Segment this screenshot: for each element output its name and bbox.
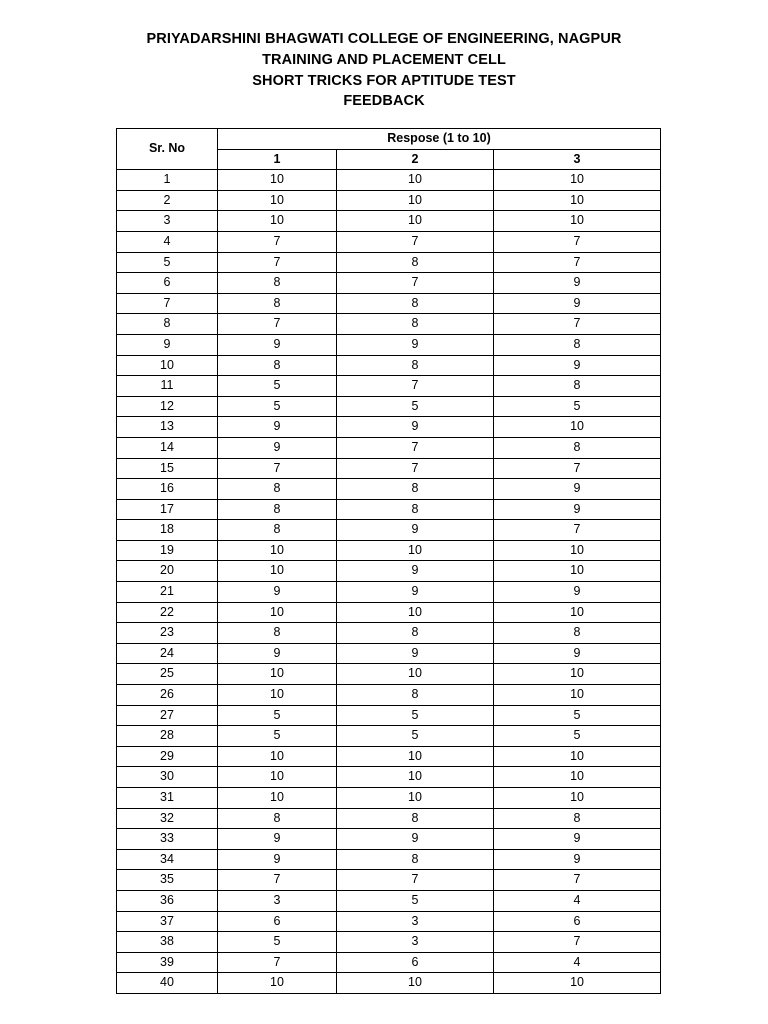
question-3-cell: 9 — [494, 293, 661, 314]
question-2-cell: 9 — [337, 561, 494, 582]
question-2-cell: 7 — [337, 458, 494, 479]
question-2-cell: 7 — [337, 273, 494, 294]
question-3-cell: 7 — [494, 231, 661, 252]
table-row — [117, 293, 661, 314]
question-1-cell: 9 — [218, 582, 337, 603]
sr-no-cell: 1 — [117, 170, 218, 191]
table-row — [117, 643, 661, 664]
table-row — [117, 767, 661, 788]
question-1-cell: 8 — [218, 499, 337, 520]
document-header — [0, 29, 768, 112]
question-3-cell: 9 — [494, 582, 661, 603]
question-3-cell: 5 — [494, 396, 661, 417]
question-3-cell: 10 — [494, 170, 661, 191]
question-1-cell: 5 — [218, 726, 337, 747]
question-1-cell: 9 — [218, 829, 337, 850]
question-1-cell: 6 — [218, 911, 337, 932]
question-3-cell: 7 — [494, 870, 661, 891]
question-3-cell: 8 — [494, 437, 661, 458]
table-row — [117, 911, 661, 932]
table-body — [117, 170, 661, 994]
sr-no-cell: 25 — [117, 664, 218, 685]
sr-no-cell: 28 — [117, 726, 218, 747]
response-header: Respose (1 to 10) — [218, 129, 661, 150]
question-1-cell: 5 — [218, 376, 337, 397]
question-3-cell: 9 — [494, 273, 661, 294]
table-row — [117, 376, 661, 397]
table-row — [117, 952, 661, 973]
sr-no-cell: 2 — [117, 190, 218, 211]
table-row — [117, 499, 661, 520]
question-1-cell: 9 — [218, 334, 337, 355]
question-3-header: 3 — [494, 149, 661, 170]
question-2-header: 2 — [337, 149, 494, 170]
question-1-header: 1 — [218, 149, 337, 170]
question-1-cell: 7 — [218, 458, 337, 479]
table-row — [117, 870, 661, 891]
table-header-row — [117, 129, 661, 150]
table-row — [117, 334, 661, 355]
table-row — [117, 479, 661, 500]
question-2-cell: 9 — [337, 334, 494, 355]
question-1-cell: 10 — [218, 788, 337, 809]
question-1-cell: 5 — [218, 705, 337, 726]
sr-no-cell: 35 — [117, 870, 218, 891]
question-3-cell: 10 — [494, 973, 661, 994]
question-3-cell: 7 — [494, 314, 661, 335]
question-1-cell: 10 — [218, 767, 337, 788]
question-2-cell: 9 — [337, 643, 494, 664]
sr-no-cell: 15 — [117, 458, 218, 479]
table-row — [117, 252, 661, 273]
table-row — [117, 170, 661, 191]
question-2-cell: 9 — [337, 520, 494, 541]
question-1-cell: 10 — [218, 211, 337, 232]
table-row — [117, 520, 661, 541]
sr-no-cell: 23 — [117, 623, 218, 644]
question-1-cell: 8 — [218, 808, 337, 829]
question-1-cell: 5 — [218, 396, 337, 417]
sr-no-cell: 33 — [117, 829, 218, 850]
question-3-cell: 10 — [494, 664, 661, 685]
question-3-cell: 10 — [494, 746, 661, 767]
table-row — [117, 746, 661, 767]
question-2-cell: 8 — [337, 314, 494, 335]
table-row — [117, 314, 661, 335]
question-1-cell: 7 — [218, 314, 337, 335]
question-1-cell: 9 — [218, 417, 337, 438]
table-row — [117, 705, 661, 726]
sr-no-cell: 6 — [117, 273, 218, 294]
question-1-cell: 9 — [218, 849, 337, 870]
table-row — [117, 561, 661, 582]
question-2-cell: 10 — [337, 540, 494, 561]
sr-no-cell: 32 — [117, 808, 218, 829]
sr-no-cell: 4 — [117, 231, 218, 252]
question-3-cell: 10 — [494, 190, 661, 211]
question-3-cell: 10 — [494, 767, 661, 788]
sr-no-cell: 40 — [117, 973, 218, 994]
sr-no-cell: 36 — [117, 890, 218, 911]
question-3-cell: 9 — [494, 499, 661, 520]
question-2-cell: 3 — [337, 932, 494, 953]
sr-no-cell: 5 — [117, 252, 218, 273]
question-2-cell: 10 — [337, 602, 494, 623]
table-row — [117, 602, 661, 623]
sr-no-cell: 20 — [117, 561, 218, 582]
question-2-cell: 3 — [337, 911, 494, 932]
question-2-cell: 10 — [337, 746, 494, 767]
sr-no-cell: 9 — [117, 334, 218, 355]
question-2-cell: 5 — [337, 890, 494, 911]
question-3-cell: 10 — [494, 417, 661, 438]
question-2-cell: 10 — [337, 973, 494, 994]
table-row — [117, 973, 661, 994]
question-3-cell: 9 — [494, 479, 661, 500]
question-1-cell: 10 — [218, 685, 337, 706]
sr-no-cell: 8 — [117, 314, 218, 335]
sr-no-cell: 14 — [117, 437, 218, 458]
question-2-cell: 9 — [337, 417, 494, 438]
question-3-cell: 4 — [494, 890, 661, 911]
question-1-cell: 10 — [218, 170, 337, 191]
question-2-cell: 10 — [337, 788, 494, 809]
question-2-cell: 9 — [337, 829, 494, 850]
question-1-cell: 8 — [218, 273, 337, 294]
sr-no-cell: 37 — [117, 911, 218, 932]
question-2-cell: 8 — [337, 808, 494, 829]
question-1-cell: 3 — [218, 890, 337, 911]
table-row — [117, 417, 661, 438]
sr-no-cell: 11 — [117, 376, 218, 397]
table-row — [117, 273, 661, 294]
table-row — [117, 540, 661, 561]
sr-no-cell: 29 — [117, 746, 218, 767]
question-3-cell: 9 — [494, 849, 661, 870]
sr-no-cell: 12 — [117, 396, 218, 417]
question-2-cell: 8 — [337, 252, 494, 273]
question-3-cell: 10 — [494, 788, 661, 809]
sr-no-cell: 38 — [117, 932, 218, 953]
question-2-cell: 10 — [337, 664, 494, 685]
sr-no-cell: 21 — [117, 582, 218, 603]
question-3-cell: 10 — [494, 685, 661, 706]
question-1-cell: 10 — [218, 664, 337, 685]
question-3-cell: 10 — [494, 602, 661, 623]
sr-no-cell: 34 — [117, 849, 218, 870]
question-3-cell: 7 — [494, 520, 661, 541]
table-row — [117, 664, 661, 685]
question-2-cell: 8 — [337, 623, 494, 644]
question-1-cell: 8 — [218, 293, 337, 314]
cell-name: TRAINING AND PLACEMENT CELL — [262, 51, 506, 68]
question-3-cell: 5 — [494, 726, 661, 747]
sr-no-cell: 26 — [117, 685, 218, 706]
question-1-cell: 7 — [218, 252, 337, 273]
feedback-table — [116, 128, 661, 994]
question-1-cell: 7 — [218, 870, 337, 891]
question-3-cell: 10 — [494, 540, 661, 561]
sr-no-cell: 31 — [117, 788, 218, 809]
question-1-cell: 8 — [218, 479, 337, 500]
table-row — [117, 808, 661, 829]
question-3-cell: 8 — [494, 376, 661, 397]
question-2-cell: 7 — [337, 437, 494, 458]
question-1-cell: 8 — [218, 623, 337, 644]
table-row — [117, 623, 661, 644]
question-2-cell: 10 — [337, 767, 494, 788]
question-1-cell: 10 — [218, 190, 337, 211]
college-name: PRIYADARSHINI BHAGWATI COLLEGE OF ENGINEERING, NAGPUR — [146, 31, 622, 47]
question-2-cell: 8 — [337, 355, 494, 376]
table-row — [117, 582, 661, 603]
sr-no-cell: 22 — [117, 602, 218, 623]
question-2-cell: 8 — [337, 479, 494, 500]
table-row — [117, 932, 661, 953]
table-row — [117, 788, 661, 809]
question-2-cell: 8 — [337, 849, 494, 870]
question-3-cell: 8 — [494, 334, 661, 355]
question-2-cell: 7 — [337, 231, 494, 252]
question-3-cell: 10 — [494, 561, 661, 582]
question-1-cell: 9 — [218, 437, 337, 458]
sr-no-cell: 10 — [117, 355, 218, 376]
sr-no-cell: 3 — [117, 211, 218, 232]
question-2-cell: 5 — [337, 396, 494, 417]
question-1-cell: 8 — [218, 355, 337, 376]
question-3-cell: 6 — [494, 911, 661, 932]
table-row — [117, 211, 661, 232]
table-row — [117, 829, 661, 850]
sr-no-cell: 7 — [117, 293, 218, 314]
table-row — [117, 849, 661, 870]
question-2-cell: 9 — [337, 582, 494, 603]
question-2-cell: 10 — [337, 190, 494, 211]
question-1-cell: 9 — [218, 643, 337, 664]
table-row — [117, 685, 661, 706]
question-3-cell: 8 — [494, 808, 661, 829]
table-row — [117, 458, 661, 479]
question-3-cell: 5 — [494, 705, 661, 726]
question-1-cell: 10 — [218, 746, 337, 767]
question-1-cell: 8 — [218, 520, 337, 541]
document-type: FEEDBACK — [343, 93, 425, 110]
sr-no-cell: 27 — [117, 705, 218, 726]
question-1-cell: 5 — [218, 932, 337, 953]
question-2-cell: 8 — [337, 499, 494, 520]
question-1-cell: 10 — [218, 561, 337, 582]
table-row — [117, 396, 661, 417]
table-row — [117, 726, 661, 747]
question-2-cell: 6 — [337, 952, 494, 973]
sr-no-cell: 39 — [117, 952, 218, 973]
question-3-cell: 7 — [494, 252, 661, 273]
question-2-cell: 8 — [337, 293, 494, 314]
question-3-cell: 4 — [494, 952, 661, 973]
table-row — [117, 231, 661, 252]
question-3-cell: 9 — [494, 643, 661, 664]
sr-no-cell: 30 — [117, 767, 218, 788]
sr-no-cell: 19 — [117, 540, 218, 561]
document-topic: SHORT TRICKS FOR APTITUDE TEST — [252, 72, 516, 89]
question-2-cell: 10 — [337, 170, 494, 191]
question-3-cell: 7 — [494, 458, 661, 479]
question-1-cell: 7 — [218, 231, 337, 252]
question-3-cell: 8 — [494, 623, 661, 644]
question-2-cell: 7 — [337, 870, 494, 891]
question-2-cell: 5 — [337, 726, 494, 747]
question-2-cell: 5 — [337, 705, 494, 726]
table-row — [117, 890, 661, 911]
sr-no-cell: 18 — [117, 520, 218, 541]
sr-no-cell: 17 — [117, 499, 218, 520]
question-3-cell: 9 — [494, 355, 661, 376]
question-1-cell: 10 — [218, 973, 337, 994]
sr-no-cell: 16 — [117, 479, 218, 500]
sr-no-header: Sr. No — [117, 129, 218, 170]
question-2-cell: 7 — [337, 376, 494, 397]
sr-no-cell: 13 — [117, 417, 218, 438]
question-1-cell: 7 — [218, 952, 337, 973]
sr-no-cell: 24 — [117, 643, 218, 664]
question-2-cell: 8 — [337, 685, 494, 706]
table-row — [117, 437, 661, 458]
question-3-cell: 9 — [494, 829, 661, 850]
question-1-cell: 10 — [218, 540, 337, 561]
question-1-cell: 10 — [218, 602, 337, 623]
question-2-cell: 10 — [337, 211, 494, 232]
question-3-cell: 7 — [494, 932, 661, 953]
question-3-cell: 10 — [494, 211, 661, 232]
table-row — [117, 355, 661, 376]
table-row — [117, 190, 661, 211]
